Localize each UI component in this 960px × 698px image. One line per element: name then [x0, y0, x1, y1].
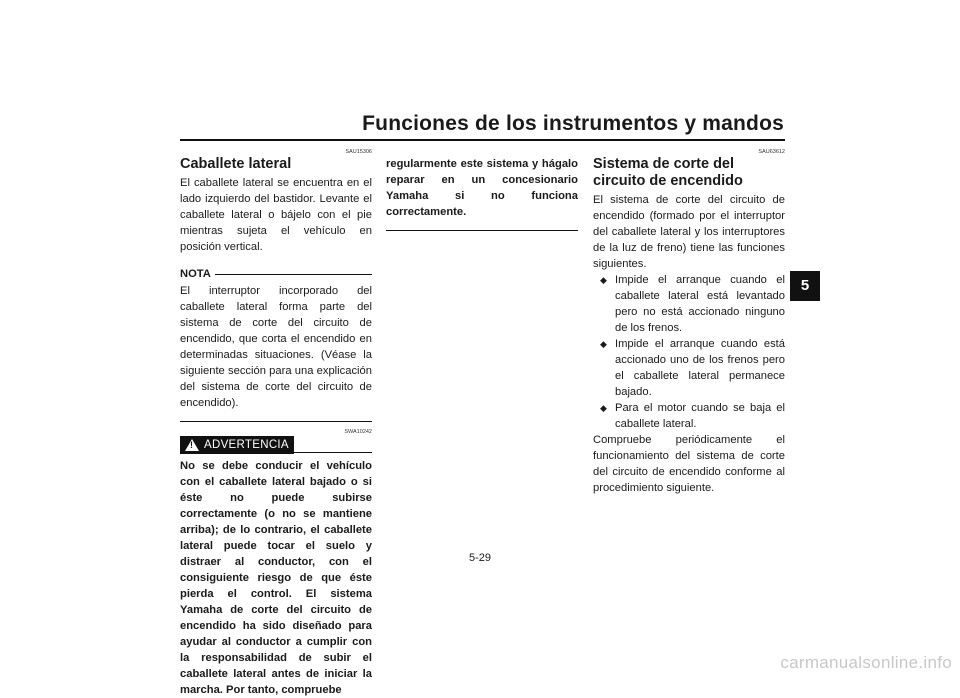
note-text: El interruptor incorporado del caballete lateral forma parte del sistema de corte del circuito de encendido, que corta el encendido en determinadas situaciones. (Véase la siguiente sección para una explicación del sistema de corte del circuito de encendido).	[180, 285, 372, 409]
section-title: Caballete lateral	[180, 156, 292, 172]
warning-text: No se debe conducir el vehículo con el caballete lateral bajado o si éste no puede subirse correctamente (o no se mantiene arriba); de lo contrario, el caballete lateral puede tocar el suelo y distraer al conductor, con el consiguiente riesgo de que éste pierda el control. El sistema Yamaha de corte del circuito de encendido ha sido diseñado para ayudar al conductor a cumplir con la responsabilidad de subir el caballete lateral antes de iniciar la marcha. Por tanto, compruebe	[180, 460, 372, 696]
bullet-icon: ◆	[600, 403, 607, 413]
column-middle	[386, 148, 578, 231]
bullet-icon: ◆	[600, 275, 607, 285]
column-right	[593, 148, 785, 496]
warning-code: SWA10242	[344, 429, 372, 435]
list-item: ◆ Impide el arranque cuando está accionado uno de los frenos pero el caballete lateral permanece bajado.	[600, 338, 785, 398]
note-label: NOTA	[180, 268, 211, 280]
note-rule	[215, 274, 372, 275]
outro-paragraph: Compruebe periódicamente el funcionamiento del sistema de corte del circuito de encendido conforme al procedimiento siguiente.	[593, 434, 785, 494]
warning-badge	[180, 436, 294, 454]
header-divider	[180, 139, 785, 141]
warning-triangle-icon: !	[185, 439, 199, 451]
warning-label: ADVERTENCIA	[204, 439, 289, 451]
bullet-icon: ◆	[600, 339, 607, 349]
page-title: Funciones de los instrumentos y mandos	[362, 112, 784, 135]
note-end-rule	[180, 421, 372, 422]
function-list	[593, 272, 785, 432]
section-title: Sistema de corte del circuito de encendido	[593, 156, 743, 189]
warning-rule	[294, 452, 372, 453]
body-paragraph: El caballete lateral se encuentra en el lado izquierdo del bastidor. Levante el caballete lateral o bájelo con el pie mientras sujeta el vehículo en posición vertical.	[180, 177, 372, 253]
watermark: carmanualsonline.info	[780, 653, 952, 672]
chapter-tab: 5	[790, 271, 820, 301]
warning-text-continued: regularmente este sistema y hágalo reparar en un concesionario Yamaha si no funciona correctamente.	[386, 158, 578, 218]
warning-end-rule	[386, 230, 578, 231]
column-left	[180, 148, 372, 698]
note-header	[180, 267, 372, 281]
page-number: 5-29	[468, 552, 492, 564]
section-code: SAU15306	[345, 149, 372, 155]
list-item: ◆ Impide el arranque cuando el caballete lateral está levantado pero no está accionado ninguno de los frenos.	[600, 274, 785, 334]
section-code: SAU63612	[758, 149, 785, 155]
intro-paragraph: El sistema de corte del circuito de encendido (formado por el interruptor del caballete lateral y los interruptores de la luz de freno) tiene las funciones siguientes.	[593, 194, 785, 270]
list-item: ◆ Para el motor cuando se baja el caballete lateral.	[600, 402, 785, 430]
warning-header	[180, 436, 372, 454]
